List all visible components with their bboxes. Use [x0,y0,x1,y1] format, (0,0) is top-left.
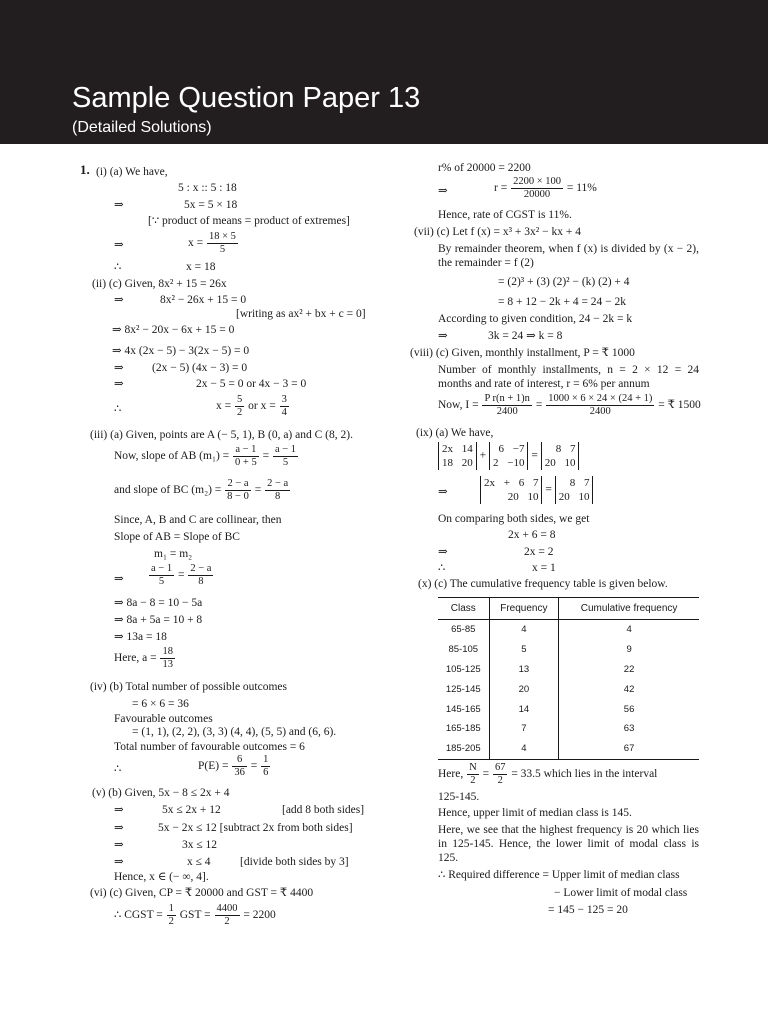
math-note: [divide both sides by 3] [240,856,349,868]
implies-symbol: ⇒ [114,362,124,374]
implies-symbol: ⇒ [114,804,124,816]
table-cell: 165-185 [438,719,489,739]
math-line: Here, a = $\frac{18}{13}$ [114,646,173,670]
column-header: Cumulative frequency [559,598,699,620]
table-cell: 5 [489,640,559,660]
math-line: r = $\frac{2200 \times 100}{20000}$ = 11% [494,176,597,200]
math-line: Now, I = $\frac{\text{P r(n + 1)n}}{2400}$ = $\frac{1000 \times 6 \times 24 \times (24 + 1)}{2400}$ = ₹ 1500 [438,393,701,417]
math-line: 2x + 6 = 8 [508,529,556,541]
subquestion-i: (i) (a) We have, [96,166,168,178]
math-line: = 145 − 125 = 20 [548,904,628,916]
table-row [438,719,699,739]
table-header-row [438,598,699,620]
table-cell: 63 [623,723,635,735]
table-cell: 13 [489,660,559,680]
subquestion-vii: (vii) (c) Let f (x) = x³ + 3x² − kx + 4 [414,226,581,238]
math-line: m₁ = m₂ [154,548,193,560]
math-line: x = 18 [186,261,216,273]
page-subtitle: (Detailed Solutions) [72,119,212,136]
implies-symbol: ⇒ [438,330,448,342]
math-line: r% of 20000 = 2200 [438,162,531,174]
math-line: ⇒ 8x² − 20x − 6x + 15 = 0 [112,324,235,336]
math-line: ∴ CGST = $\frac{1}{2}$ GST = $\frac{4400}{2}$ = 2200 [114,903,276,927]
table-row [438,699,699,719]
matrix: 8 7 20 10 [555,476,594,504]
text-line: Hence, rate of CGST is 11%. [438,209,572,221]
matrix: 2x + 6 7 20 10 [480,476,542,504]
text-paragraph: Here, we see that the highest frequency is 20 which lies in 125-145. Hence, the lower limit of modal class is 125. [438,824,699,864]
subquestion-vi: (vi) (c) Given, CP = ₹ 20000 and GST = ₹ 4400 [90,887,314,899]
math-line: 5x − 2x ≤ 12 [subtract 2x from both sides] [158,822,353,834]
text-line: Favourable outcomes [114,713,213,725]
math-line: P(E) = $\frac{6}{36}$ = $\frac{1}{6}$ [198,754,269,778]
text-line: = (1, 1), (2, 2), (3, 3) (4, 4), (5, 5) and (6, 6). [132,726,337,738]
table-row [438,660,699,680]
implies-symbol: ⇒ [114,573,124,585]
text-line: Hence, x ∈ (− ∞, 4]. [114,871,209,883]
implies-symbol: ⇒ [438,185,448,197]
math-line: x = 1 [532,562,556,574]
math-line: ⇒ 13a = 18 [114,631,167,643]
math-line: = 8 + 12 − 2k + 4 = 24 − 2k [498,296,627,308]
math-line: Here, $\frac{N}{2}$ = $\frac{67}{2}$ = 33.5 which lies in the interval [438,762,658,786]
math-note: [writing as ax² + bx + c = 0] [236,308,366,320]
table-row [438,620,699,640]
implies-symbol: ⇒ [114,294,124,306]
text-paragraph: By remainder theorem, when f (x) is divided by (x − 2), the remainder = f (2) [438,243,699,269]
table-cell: 185-205 [438,739,489,759]
therefore-symbol: ∴ [438,562,446,574]
table-cell: 125-145 [438,679,489,699]
math-line: x = $\frac{18 \times 5}{5}$ [188,231,236,255]
table-row [438,739,699,759]
subquestion-iii: (iii) (a) Given, points are A (− 5, 1), B (0, a) and C (8, 2). [90,429,353,441]
table-cell: 85-105 [438,640,489,660]
math-line: 2x = 2 [524,546,554,558]
table-cell: 42 [623,683,635,695]
table-cell: 56 [623,703,635,715]
table-cell: 65-85 [438,620,489,640]
column-header: Class [438,598,489,620]
implies-symbol: ⇒ [114,239,124,251]
math-line: ⇒ 4x (2x − 5) − 3(2x − 5) = 0 [112,345,250,357]
table-cell: 7 [489,719,559,739]
math-line: $\frac{a - 1}{5}$ = $\frac{2 - a}{8}$ [151,563,212,587]
question-number: 1. [80,162,90,177]
math-line: = 6 × 6 = 36 [132,698,189,710]
table-row [438,679,699,699]
math-line: 5x ≤ 2x + 12 [162,804,221,816]
text-paragraph: Number of monthly installments, n = 2 × 12 = 24 months and rate of interest, r = 6% per annum [438,364,699,390]
math-note: [∵ product of means = product of extremes] [148,215,350,227]
therefore-symbol: ∴ [114,261,122,273]
matrix-equation: 2x + 6 7 20 10 = 8 7 20 10 [480,476,593,504]
math-line: 5 : x :: 5 : 18 [178,182,237,194]
text-line: Slope of AB = Slope of BC [114,531,240,543]
implies-symbol: ⇒ [438,546,448,558]
page-title: Sample Question Paper 13 [72,82,421,114]
table-cell: 4 [489,620,559,640]
text-line: Hence, upper limit of median class is 145. [438,807,632,819]
math-line: 5x = 5 × 18 [184,199,238,211]
implies-symbol: ⇒ [438,486,448,498]
math-line: ⇒ 8a − 8 = 10 − 5a [114,597,203,609]
math-line: 2x − 5 = 0 or 4x − 3 = 0 [196,378,307,390]
page-header [0,0,768,144]
math-line: and slope of BC (m₂) = $\frac{2 - a}{8 - 0}$ = $\frac{2 - a}{8}$ [114,478,289,502]
table-cell: 105-125 [438,660,489,680]
table-cell: 20 [489,679,559,699]
therefore-symbol: ∴ [114,403,122,415]
math-line: x = $\frac{5}{2}$ or x = $\frac{3}{4}$ [216,394,287,418]
math-line: 3k = 24 ⇒ k = 8 [488,330,563,342]
text-line: On comparing both sides, we get [438,513,590,525]
table-row [438,640,699,660]
math-line: (2x − 5) (4x − 3) = 0 [152,362,248,374]
text-line: ∴ Required difference = Upper limit of median class [438,869,680,881]
math-line: ⇒ 8a + 5a = 10 + 8 [114,614,203,626]
subquestion-v: (v) (b) Given, 5x − 8 ≤ 2x + 4 [92,787,230,799]
matrix-equation: 2x 14 18 20 + 6 −7 2 −10 = 8 7 20 10 [438,442,579,470]
cumulative-frequency-table [438,597,699,760]
math-line: Now, slope of AB (m₁) = $\frac{a - 1}{0 + 5}$ = $\frac{a - 1}{5}$ [114,444,297,468]
subquestion-iv: (iv) (b) Total number of possible outcomes [90,681,287,693]
table-cell: 22 [623,663,635,675]
implies-symbol: ⇒ [114,378,124,390]
subquestion-ii: (ii) (c) Given, 8x² + 15 = 26x [92,278,227,290]
math-note: [add 8 both sides] [282,804,365,816]
matrix: 8 7 20 10 [541,442,580,470]
matrix: 2x 14 18 20 [438,442,477,470]
subquestion-ix: (ix) (a) We have, [416,427,494,439]
therefore-symbol: ∴ [114,763,122,775]
matrix: 6 −7 2 −10 [489,442,528,470]
table-cell: 4 [489,739,559,759]
math-line: 8x² − 26x + 15 = 0 [160,294,247,306]
text-line: 125-145. [438,791,480,803]
math-line: = (2)³ + (3) (2)² − (k) (2) + 4 [498,276,630,288]
math-line: 3x ≤ 12 [182,839,218,851]
math-line: x ≤ 4 [187,856,211,868]
column-header: Frequency [489,598,559,620]
implies-symbol: ⇒ [114,839,124,851]
text-line: Since, A, B and C are collinear, then [114,514,282,526]
subquestion-viii: (viii) (c) Given, monthly installment, P = ₹ 1000 [410,347,635,359]
implies-symbol: ⇒ [114,822,124,834]
implies-symbol: ⇒ [114,199,124,211]
subquestion-x: (x) (c) The cumulative frequency table is given below. [418,578,668,590]
table-cell: 67 [559,739,699,759]
table-cell: 4 [626,624,632,636]
table-cell: 9 [626,644,632,656]
table-cell: 145-165 [438,699,489,719]
text-line: − Lower limit of modal class [554,887,688,899]
text-line: According to given condition, 24 − 2k = k [438,313,633,325]
table-cell: 14 [489,699,559,719]
text-line: Total number of favourable outcomes = 6 [114,741,305,753]
implies-symbol: ⇒ [114,856,124,868]
